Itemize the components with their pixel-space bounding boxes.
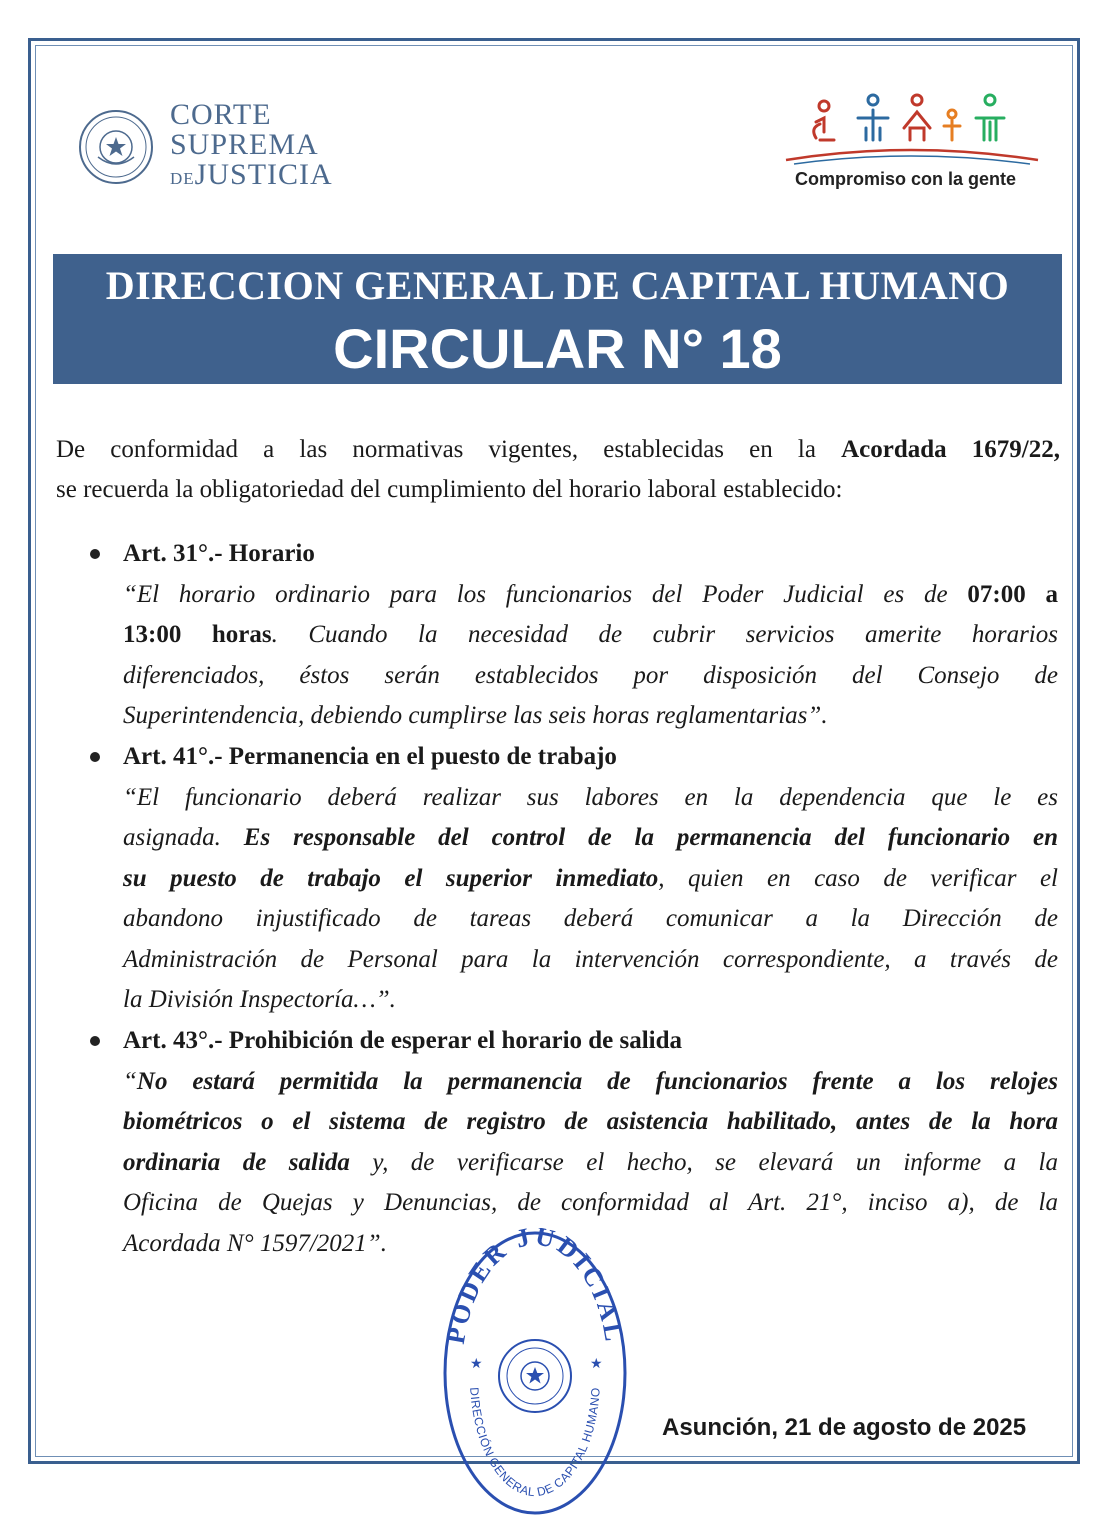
article-body <box>123 778 1058 1021</box>
csj-line-2: SUPREMA <box>170 128 319 161</box>
body-bold: Es responsable del control de la permanencia del funcionario en <box>243 824 1058 851</box>
body-line: Acordada N° 1597/2021”. <box>123 1229 387 1257</box>
body-bold: 13:00 horas <box>123 621 272 648</box>
article-41 <box>90 737 1058 1021</box>
body-text: y, de verificarse el hecho, se elevará un informe a la <box>349 1148 1058 1176</box>
paraguay-seal-icon <box>78 109 154 185</box>
bullet-icon <box>90 1036 100 1046</box>
body-bold: 07:00 a <box>967 580 1058 608</box>
body-line: biométricos o el sistema de registro de asistencia habilitado, antes de la hora <box>123 1108 1058 1135</box>
body-bold: No estará permitida la permanencia de funcionarios frente a los relojes <box>136 1067 1058 1095</box>
bullet-icon <box>90 549 100 559</box>
body-line <box>123 818 1058 859</box>
body-line: Oficina de Quejas y Denuncias, de conformidad al Art. 21°, inciso a), de la <box>123 1189 1058 1216</box>
article-body <box>123 575 1058 737</box>
body-bold: ordinaria de salida <box>123 1148 350 1176</box>
body-line <box>123 575 1058 616</box>
stamp-star-icon: ★ <box>590 1356 603 1372</box>
circular-number: CIRCULAR N° 18 <box>333 317 782 380</box>
body-line: Superintendencia, debiendo cumplirse las seis horas reglamentarias”. <box>123 702 828 729</box>
article-title: Art. 41°.- Permanencia en el puesto de trabajo <box>123 743 617 770</box>
body-text: “ <box>123 1067 137 1095</box>
bullet-icon <box>90 752 100 762</box>
official-stamp <box>440 1228 630 1518</box>
body-line: “El funcionario deberá realizar sus labores en la dependencia que le es <box>123 783 1058 811</box>
body-text: “El horario ordinario para los funcionarios del Poder Judicial es de <box>123 580 968 608</box>
intro-paragraph <box>56 430 1060 510</box>
body-line: la División Inspectoría…”. <box>123 986 396 1013</box>
csj-line-1: CORTE <box>170 98 272 131</box>
intro-line-2: se recuerda la obligatoriedad del cumplimiento del horario laboral establecido: <box>56 476 843 503</box>
body-line: diferenciados, éstos serán establecidos por disposición del Consejo de <box>123 661 1058 689</box>
stamp-top-text: PODER JUDICIAL <box>440 1228 630 1347</box>
body-text: asignada. <box>123 824 244 851</box>
body-bold: su puesto de trabajo el superior inmediato <box>123 864 659 892</box>
body-text: . Cuando la necesidad de cubrir servicios amerite horarios <box>271 621 1058 648</box>
title-banner <box>53 254 1062 384</box>
body-line <box>123 615 1058 656</box>
stamp-star-icon: ★ <box>470 1356 483 1372</box>
body-line <box>123 859 1058 900</box>
csj-prefix: DE <box>170 169 195 188</box>
stamp-bottom-text: DIRECCIÓN GENERAL DE CAPITAL HUMANO <box>467 1386 603 1500</box>
body-line <box>123 1143 1058 1184</box>
csj-line-3 <box>170 160 333 194</box>
csj-logo <box>78 100 333 194</box>
slogan: Compromiso con la gente <box>795 169 1017 189</box>
stamp-seal-icon <box>499 1340 571 1412</box>
intro-line-1 <box>56 430 1060 470</box>
body-line <box>123 1062 1058 1103</box>
body-line: Administración de Personal para la intervención correspondiente, a través de <box>123 945 1058 973</box>
article-title: Art. 43°.- Prohibición de esperar el horario de salida <box>123 1027 683 1054</box>
acordada-reference: Acordada 1679/22, <box>841 436 1060 463</box>
csj-wordmark <box>170 100 333 194</box>
svg-text:PODER JUDICIAL <box>441 1228 629 1346</box>
csj-justicia: JUSTICIA <box>194 158 333 191</box>
department-title: DIRECCION GENERAL DE CAPITAL HUMANO <box>105 263 1010 308</box>
body-line: abandono injustificado de tareas deberá comunicar a la Dirección de <box>123 905 1058 932</box>
article-title: Art. 31°.- Horario <box>123 540 315 567</box>
document-date: Asunción, 21 de agosto de 2025 <box>662 1414 1027 1441</box>
intro-text: De conformidad a las normativas vigentes, establecidas en la <box>56 436 842 463</box>
body-text: , quien en caso de verificar el <box>658 864 1059 892</box>
article-31 <box>90 534 1058 737</box>
